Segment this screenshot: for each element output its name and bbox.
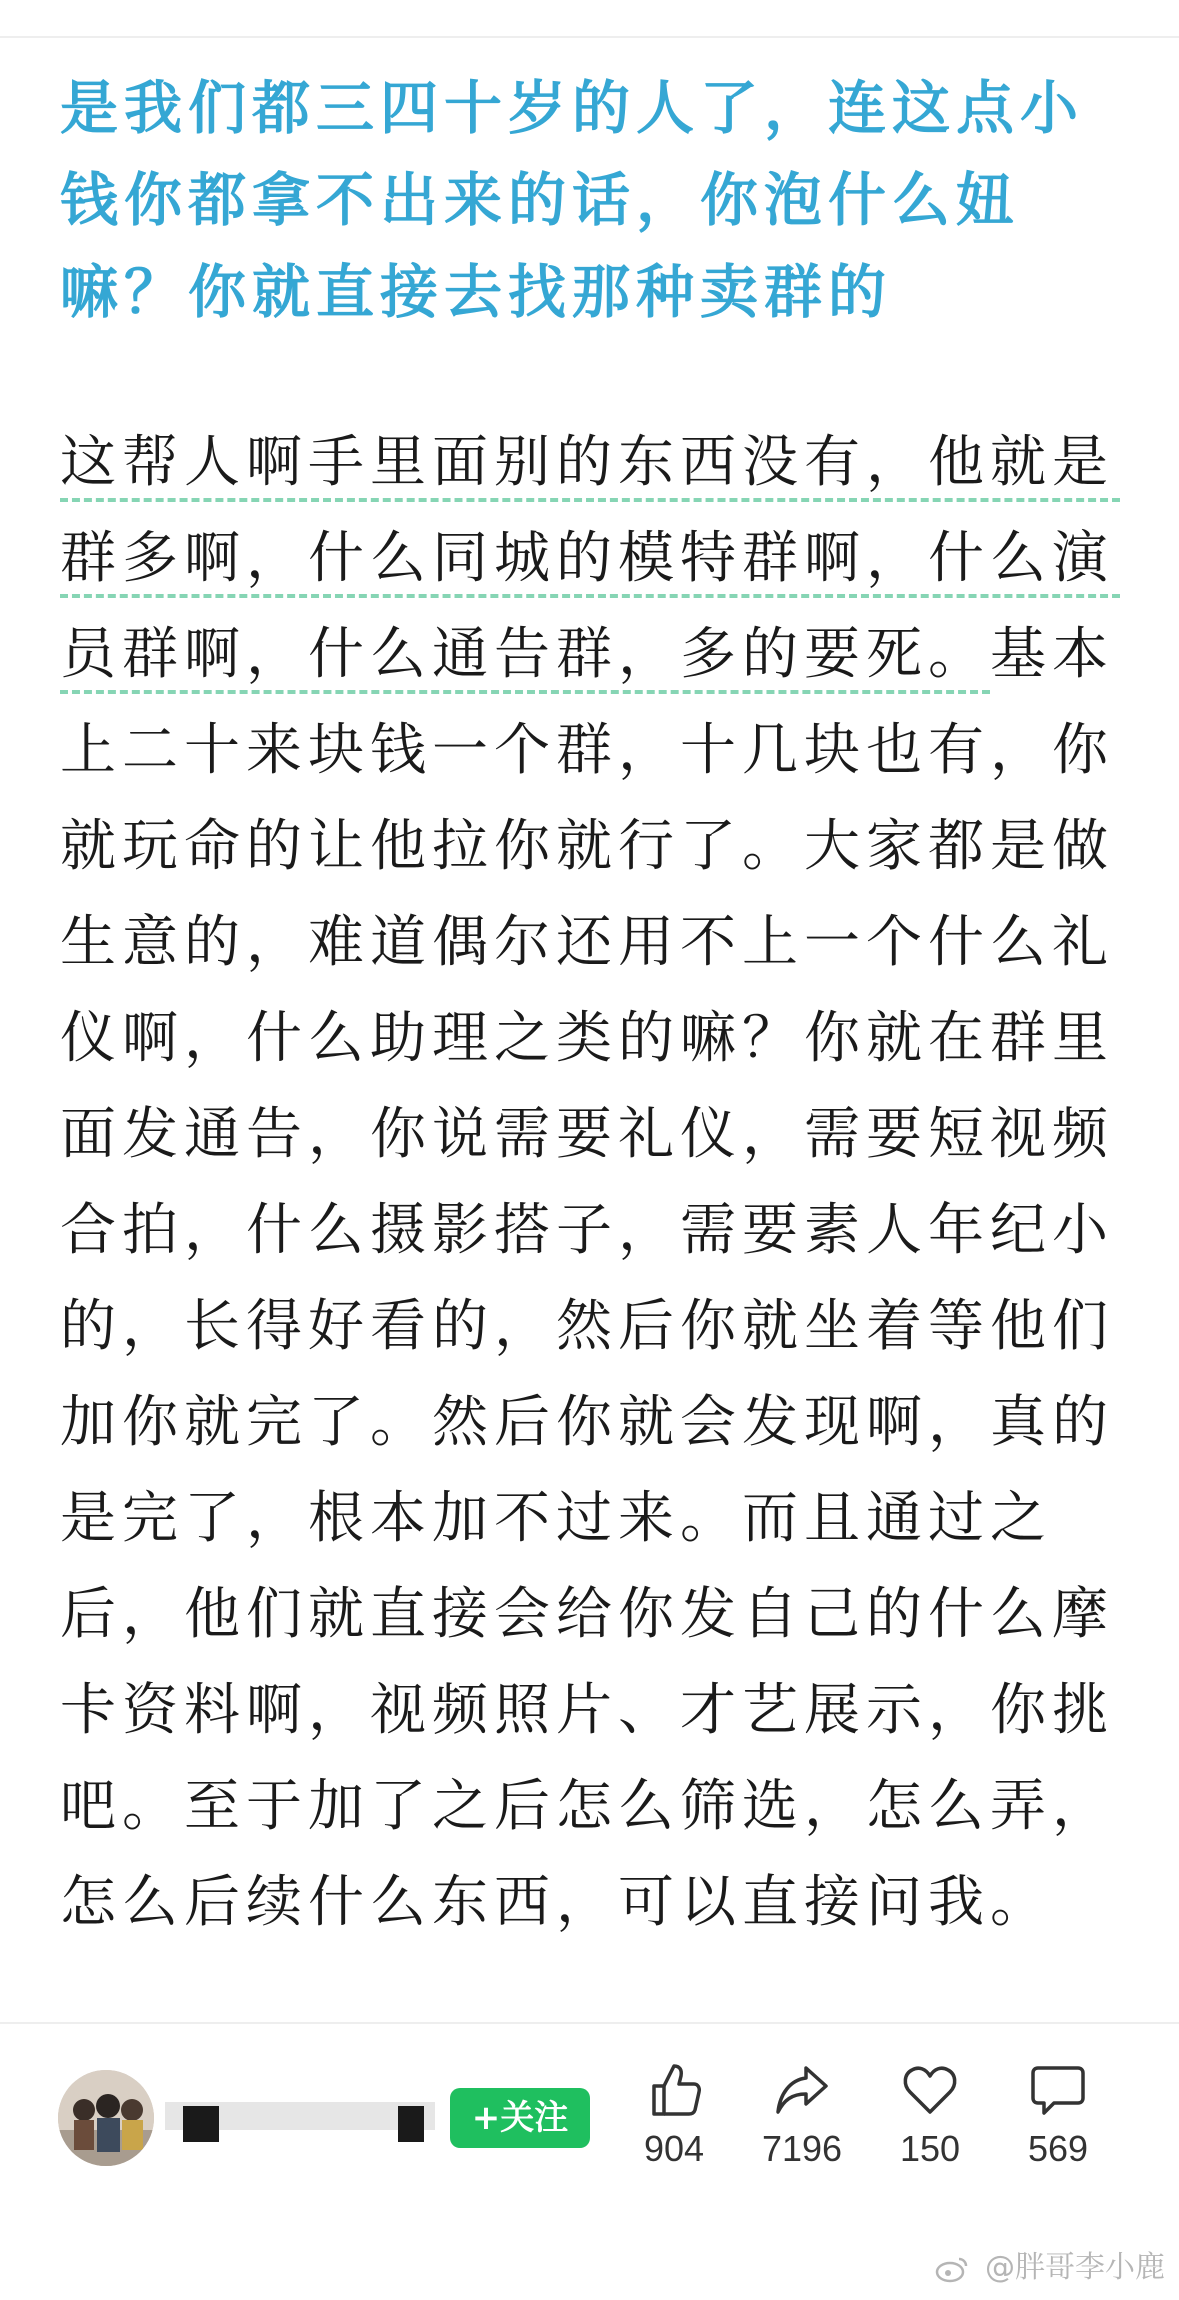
comment-bubble-icon bbox=[1028, 2060, 1088, 2120]
share-arrow-icon bbox=[772, 2060, 832, 2120]
username-redaction-block-2 bbox=[398, 2106, 424, 2142]
top-divider bbox=[0, 36, 1179, 38]
weibo-watermark bbox=[935, 2242, 1165, 2286]
post-body-text: 这帮人啊手里面别的东西没有，他就是群多啊，什么同城的模特群啊，什么演员群啊，什么通告群，多的要死。基本上二十来块钱一个群，十几块也有，你就玩命的让他拉你就行了。大家都是做生意的，难道偶尔还用不上一个什么礼仪啊，什么助理之类的嘛？你就在群里面发通告，你说需要礼仪，需要短视频合拍，什么摄影搭子，需要素人年纪小的，长得好看的，然后你就坐着等他们加你就完了。然后你就会发现啊，真的是完了，根本加不过来。而且通过之后，他们就直接会给你发自己的什么摩卡资料啊，视频照片、才艺展示，你挑吧。至于加了之后怎么筛选，怎么弄，怎么后续什么东西，可以直接问我。 bbox=[60, 430, 1114, 1935]
avatar-image bbox=[58, 2070, 154, 2166]
like-count: 904 bbox=[643, 2128, 705, 2169]
like-button[interactable] bbox=[614, 2060, 734, 2170]
post-footer bbox=[0, 2024, 1179, 2300]
post-headline: 是我们都三四十岁的人了，连这点小钱你都拿不出来的话，你泡什么妞嘛？你就直接去找那种卖群的 bbox=[60, 74, 1085, 326]
share-count: 7196 bbox=[761, 2128, 843, 2169]
comment-button[interactable] bbox=[998, 2060, 1118, 2170]
favorite-count: 150 bbox=[899, 2128, 961, 2169]
comment-count: 569 bbox=[1027, 2128, 1089, 2169]
favorite-button[interactable] bbox=[870, 2060, 990, 2170]
username-redaction-block-1 bbox=[183, 2106, 219, 2142]
avatar[interactable] bbox=[58, 2070, 154, 2166]
watermark-text: @胖哥李小鹿 bbox=[985, 2250, 1165, 2285]
weibo-logo-icon bbox=[935, 2255, 969, 2283]
thumbs-up-icon bbox=[644, 2060, 704, 2120]
follow-button[interactable]: +关注 bbox=[450, 2088, 590, 2148]
share-button[interactable] bbox=[742, 2060, 862, 2170]
heart-icon bbox=[900, 2060, 960, 2120]
